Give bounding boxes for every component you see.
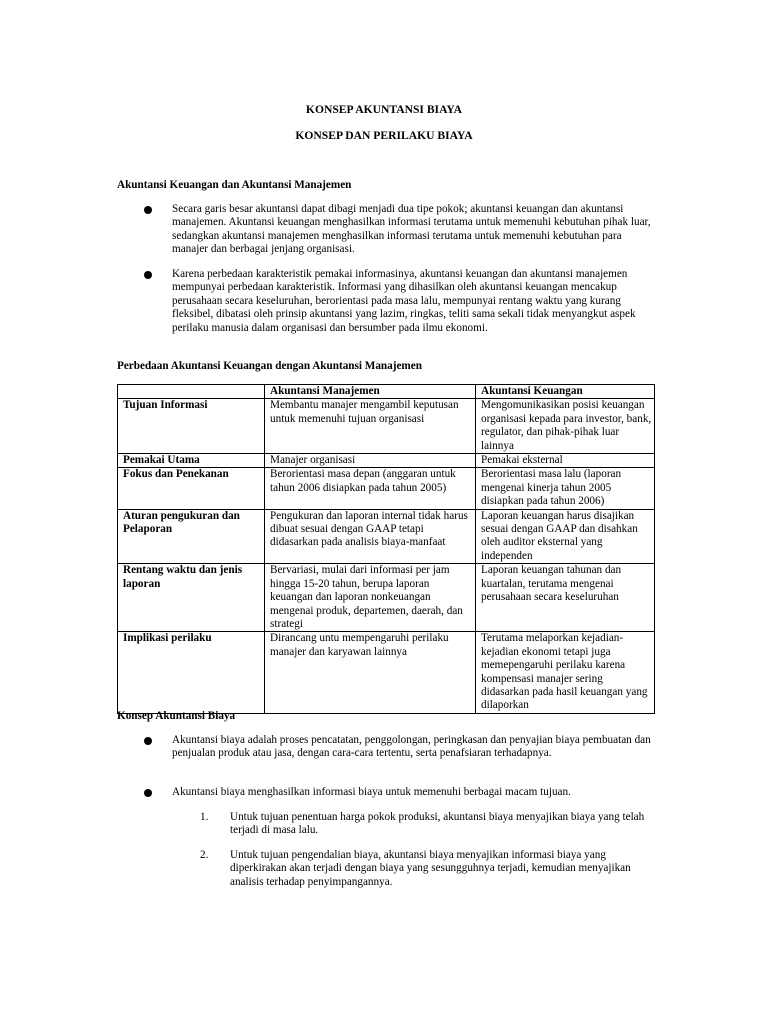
table-row [118,564,655,632]
comparison-table [117,384,655,714]
table-row-label: Fokus dan Penekanan [118,468,265,509]
numbered-item-text: Untuk tujuan pengendalian biaya, akuntansi biaya menyajikan informasi biaya yang diperkirakan akan terjadi dengan biaya yang sesungguhnya terjadi, kemudian menyajikan analisis terhadap penyimpangannya. [230,849,631,888]
table-header-cell [118,385,265,399]
document-title: KONSEP AKUNTANSI BIAYA [305,103,463,116]
table-row [118,399,655,454]
table-cell: Membantu manajer mengambil keputusan untuk memenuhi tujuan organisasi [265,399,476,454]
section-heading-perbedaan: Perbedaan Akuntansi Keuangan dengan Akuntansi Manajemen [117,360,422,372]
table-cell: Laporan keuangan tahunan dan kuartalan, terutama mengenai perusahaan secara keseluruhan [476,564,655,632]
bullet-text: Akuntansi biaya adalah proses pencatatan, penggolongan, peringkasan dan penyajian biaya pembuatan dan penjualan produk atau jasa, dengan cara-cara tertentu, serta penafsiaran terhadapnya. [172,734,651,760]
table-row [118,632,655,713]
table-row-label: Aturan pengukuran dan Pelaporan [118,509,265,564]
table-cell: Pengukuran dan laporan internal tidak harus dibuat sesuai dengan GAAP tetapi didasarkan pada analisis biaya-manfaat [265,509,476,564]
bullet-text: Secara garis besar akuntansi dapat dibagi menjadi dua tipe pokok; akuntansi keuangan dan akuntansi manajemen. Akuntansi keuangan menghasilkan informasi terutama untuk memenuhi kebutuhan pihak luar, sedangkan akuntansi manajemen menghasilkan informasi terutama untuk memenuhi kebutuhan para manajer dan berbagai jenjang organisasi. [172,203,651,256]
table-cell: Laporan keuangan harus disajikan sesuai dengan GAAP dan disahkan oleh auditor eksternal yang independen [476,509,655,564]
bullet-text: Akuntansi biaya menghasilkan informasi biaya untuk memenuhi berbagai macam tujuan. [172,786,571,798]
table-row-label: Tujuan Informasi [118,399,265,454]
table-row-label: Implikasi perilaku [118,632,265,713]
section-heading-keuangan-manajemen: Akuntansi Keuangan dan Akuntansi Manajemen [117,179,352,191]
table-cell: Berorientasi masa depan (anggaran untuk tahun 2006 disiapkan pada tahun 2005) [265,468,476,509]
table-cell: Berorientasi masa lalu (laporan mengenai kinerja tahun 2005 disiapkan pada tahun 2006) [476,468,655,509]
table-row [118,468,655,509]
bullet-icon [144,737,152,745]
bullet-icon [144,271,152,279]
section-heading-konsep: Konsep Akuntansi Biaya [117,710,236,722]
numbered-item-number: 2. [200,849,209,861]
table-header-row [118,385,655,399]
table-row-label: Rentang waktu dan jenis laporan [118,564,265,632]
numbered-item-number: 1. [200,811,209,823]
bullet-icon [144,206,152,214]
numbered-item-text: Untuk tujuan penentuan harga pokok produksi, akuntansi biaya menyajikan biaya yang telah terjadi di masa lalu. [230,811,645,837]
bullet-text: Karena perbedaan karakteristik pemakai informasinya, akuntansi keuangan dan akuntansi manajemen mempunyai perbedaan karakteristik. Informasi yang dihasilkan oleh akuntansi keuangan mencakup perusahaan secara keseluruhan, berorientasi pada masa lalu, mempunyai rentang waktu yang kurang fleksibel, dibatasi oleh prinsip akuntansi yang lazim, ringkas, teliti sama sekali tidak menyangkut aspek perilaku manusia dalam organisasi dan bersumber pada ilmu ekonomi. [172,268,636,334]
bullet-icon [144,789,152,797]
table-row [118,454,655,468]
table-cell: Dirancang untu mempengaruhi perilaku manajer dan karyawan lainnya [265,632,476,713]
table-cell: Manajer organisasi [265,454,476,468]
table-cell: Mengomunikasikan posisi keuangan organisasi kepada para investor, bank, regulator, dan pihak-pihak luar lainnya [476,399,655,454]
document-subtitle: KONSEP DAN PERILAKU BIAYA [295,129,473,142]
table-row [118,509,655,564]
table-cell: Terutama melaporkan kejadian-kejadian ekonomi tetapi juga memepengaruhi perilaku karena kompensasi manajer sering didasarkan pada hasil keuangan yang dilaporkan [476,632,655,713]
table-cell: Bervariasi, mulai dari informasi per jam hingga 15-20 tahun, berupa laporan keuangan dan laporan nonkeuangan mengenai produk, departemen, daerah, dan strategi [265,564,476,632]
table-cell: Pemakai eksternal [476,454,655,468]
table-header-cell: Akuntansi Manajemen [265,385,476,399]
table-row-label: Pemakai Utama [118,454,265,468]
table-header-cell: Akuntansi Keuangan [476,385,655,399]
